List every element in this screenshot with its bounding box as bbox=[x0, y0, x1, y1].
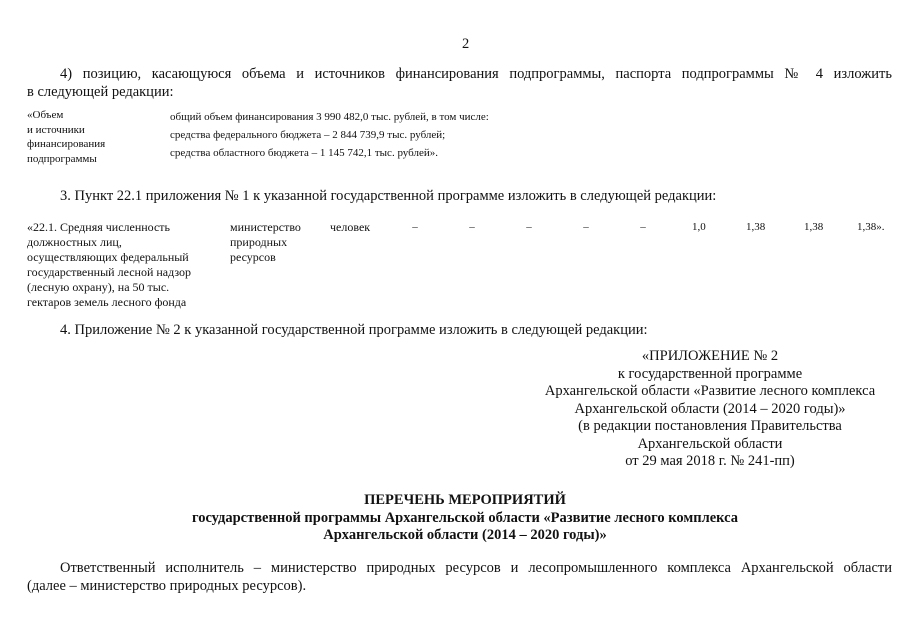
indicator-value: 1,38 bbox=[746, 221, 766, 233]
indicator-name-line: гектаров земель лесного фонда bbox=[27, 295, 187, 309]
list-title-line: государственной программы Архангельской области «Развитие лесного комплекса bbox=[191, 509, 739, 526]
indicator-value: 1,38». bbox=[857, 221, 885, 233]
indicator-value: 1,0 bbox=[692, 221, 706, 233]
appendix-header-line: Архангельской области (2014 – 2020 годы)» bbox=[574, 400, 846, 417]
appendix-header-line: от 29 мая 2018 г. № 241-пп) bbox=[625, 453, 795, 469]
responsible-line1: Ответственный исполнитель – министерство природных ресурсов и лесопромышленного комплекса Архангельской области bbox=[60, 560, 892, 576]
appendix-header bbox=[510, 348, 905, 471]
passport-value bbox=[170, 108, 489, 162]
list-title-line: Архангельской области (2014 – 2020 годы)» bbox=[323, 527, 607, 543]
passport-label-line: финансирования bbox=[27, 138, 106, 150]
appendix-header-line: к государственной программе bbox=[617, 365, 803, 382]
passport-label-line: и источники bbox=[27, 123, 85, 136]
indicator-name-line: государственный лесной надзор bbox=[27, 265, 192, 279]
list-title bbox=[60, 492, 870, 545]
indicator-value: – bbox=[412, 221, 418, 233]
passport-value-line: общий объем финансирования 3 990 482,0 тыс. рублей, в том числе: bbox=[170, 111, 489, 123]
indicator-value: – bbox=[583, 221, 589, 233]
indicator-name-line: (лесную охрану), на 50 тыс. bbox=[27, 280, 170, 294]
responsible-line2: (далее – министерство природных ресурсов). bbox=[27, 578, 307, 594]
passport-value-line: средства федерального бюджета – 2 844 739,9 тыс. рублей; bbox=[170, 129, 446, 141]
appendix-header-line: Архангельской области «Развитие лесного комплекса bbox=[544, 383, 876, 399]
appendix-header-line: «ПРИЛОЖЕНИЕ № 2 bbox=[641, 348, 779, 364]
indicator-value: 1,38 bbox=[804, 221, 824, 233]
indicator-name bbox=[27, 220, 191, 310]
page-number: 2 bbox=[462, 36, 470, 52]
indicator-value: – bbox=[526, 221, 532, 233]
passport-value-line: средства областного бюджета – 1 145 742,1 тыс. рублей». bbox=[170, 147, 438, 159]
passport-label-line: «Объем bbox=[27, 109, 64, 121]
indicator-unit: человек bbox=[330, 220, 371, 234]
paragraph-item3: 3. Пункт 22.1 приложения № 1 к указанной государственной программе изложить в следующей редакции: bbox=[60, 188, 717, 204]
list-title-line: ПЕРЕЧЕНЬ МЕРОПРИЯТИЙ bbox=[364, 492, 566, 508]
paragraph-item4b: 4. Приложение № 2 к указанной государственной программе изложить в следующей редакции: bbox=[60, 322, 648, 338]
indicator-name-line: «22.1. Средняя численность bbox=[27, 220, 171, 234]
indicator-value: – bbox=[469, 221, 475, 233]
indicator-executor-line: министерство bbox=[230, 220, 301, 234]
indicator-name-line: осуществляющих федеральный bbox=[27, 250, 189, 264]
appendix-header-line: Архангельской области bbox=[637, 435, 783, 452]
appendix-header-line: (в редакции постановления Правительства bbox=[578, 418, 842, 434]
passport-label-line: подпрограммы bbox=[27, 152, 97, 165]
passport-label bbox=[27, 108, 105, 166]
paragraph-item4-line1: 4) позицию, касающуюся объема и источников финансирования подпрограммы, паспорта подпрограммы № 4 изложить bbox=[60, 66, 892, 82]
indicator-name-line: должностных лиц, bbox=[27, 235, 122, 249]
indicator-executor bbox=[230, 220, 301, 265]
paragraph-item4-line2: в следующей редакции: bbox=[27, 84, 174, 100]
indicator-executor-line: ресурсов bbox=[230, 250, 276, 264]
indicator-value: – bbox=[640, 221, 646, 233]
indicator-executor-line: природных bbox=[230, 235, 288, 249]
